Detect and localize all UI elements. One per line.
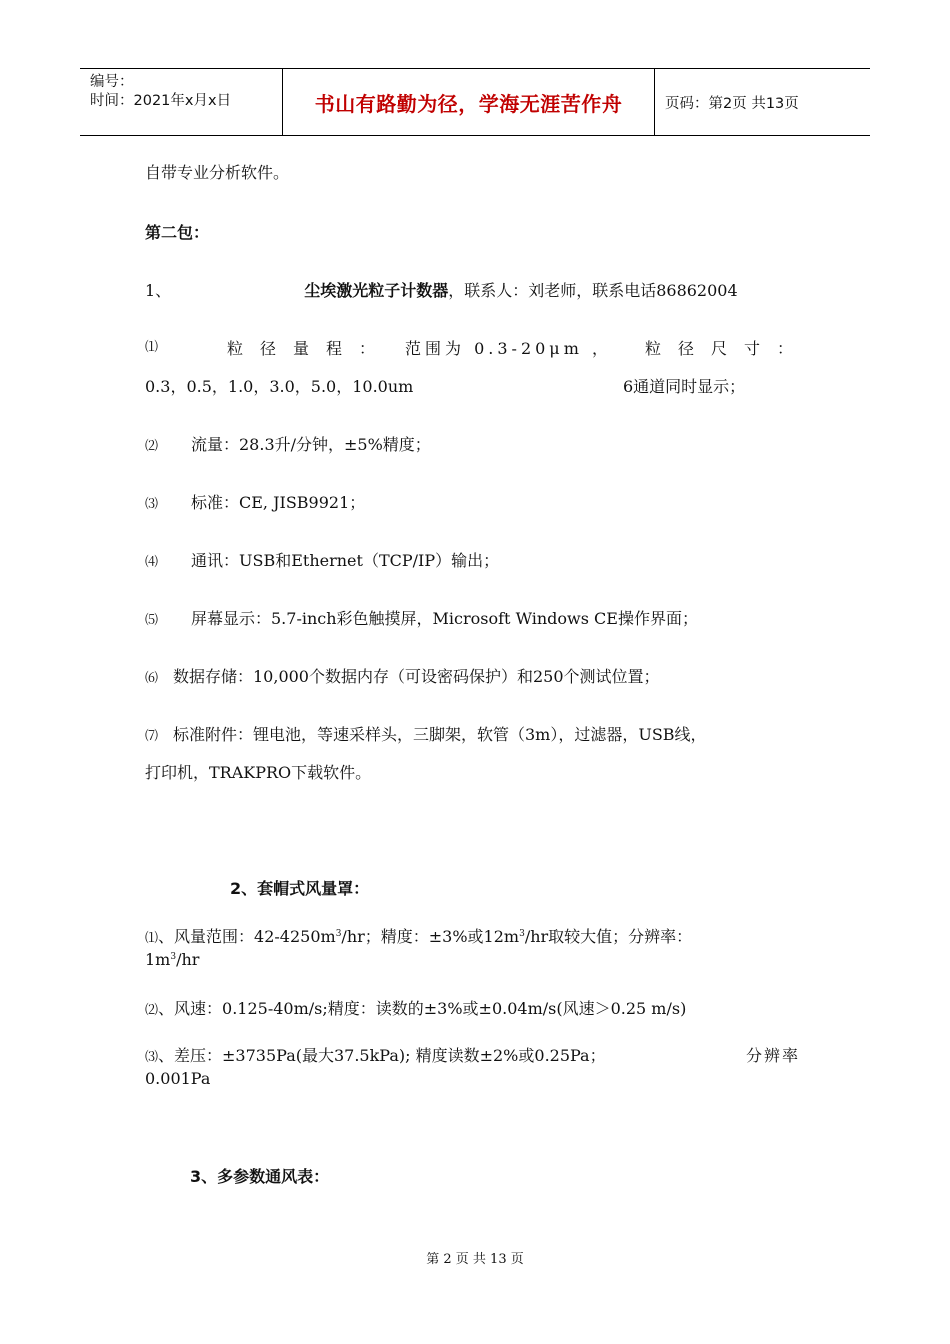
hood-spec-3 [145, 1043, 807, 1066]
section-heading-package-2: 第二包： [145, 223, 210, 242]
spec-standard: 标准：CE, JISB9921； [191, 493, 366, 512]
spec-line-1 [145, 336, 811, 358]
spec-storage: 数据存储：10,000个数据内存（可设密码保护）和250个测试位置； [173, 667, 660, 686]
spec-label-range: 粒径量程： [227, 339, 393, 358]
page-footer: 第 2 页 共 13 页 [426, 1252, 524, 1267]
spec-number: ⑹ [145, 671, 159, 686]
spec-number: ⑵ [145, 1003, 159, 1018]
contact-info: ，联系人：刘老师，联系电话86862004 [448, 281, 738, 300]
spec-number: ⑴ [145, 340, 159, 355]
hood-spec-3-cont: 0.001Pa [145, 1069, 211, 1088]
hood-pressure-resolution-label: 分辨率 [746, 1046, 801, 1065]
spec-line-2 [145, 432, 431, 455]
spec-label-size: 粒径尺寸： [645, 339, 811, 358]
spec-line-5 [145, 606, 698, 629]
spec-flow: 流量：28.3升/分钟，±5%精度； [191, 435, 431, 454]
spec-number: ⑸ [145, 613, 159, 628]
header-motto: 书山有路勤为径，学海无涯苦作舟 [314, 91, 623, 116]
product-name: 尘埃激光粒子计数器 [304, 281, 449, 300]
hood-resolution-label: /hr取较大值；分辨率： [524, 927, 693, 946]
item-number: 1、 [145, 281, 172, 300]
spec-size-values: 0.3，0.5，1.0，3.0，5.0，10.0um [145, 377, 414, 396]
hood-pressure: 、差压：±3735Pa(最大37.5kPa); 精度读数±2%或0.25Pa； [158, 1046, 606, 1065]
spec-number: ⑴ [145, 931, 159, 946]
document-date: 时间：2021年x月x日 [90, 93, 232, 109]
header-page-code: 页码：第2页 共13页 [665, 95, 799, 112]
spec-line-1-cont [145, 374, 805, 397]
spec-number: ⑵ [145, 439, 159, 454]
spec-line-6 [145, 664, 660, 687]
item-3-heading: 3、多参数通风表： [190, 1167, 330, 1186]
superscript: 3 [170, 952, 177, 962]
header-middle-cell [282, 69, 655, 135]
header-right-cell [655, 69, 870, 135]
hood-resolution-value: 1m [145, 950, 171, 969]
header-left-cell [80, 69, 282, 135]
spec-line-7-cont: 打印机，TRAKPRO下载软件。 [145, 763, 372, 782]
item-2-heading: 2、套帽式风量罩： [230, 879, 370, 898]
paragraph-software: 自带专业分析软件。 [145, 163, 290, 182]
spec-line-7 [145, 722, 707, 745]
spec-number: ⑺ [145, 729, 159, 744]
spec-range-value: 范围为 0.3-20μm ， [405, 339, 612, 358]
spec-number: ⑶ [145, 1050, 159, 1065]
spec-communication: 通讯：USB和Ethernet（TCP/IP）输出； [191, 551, 500, 570]
superscript: 3 [519, 929, 525, 939]
item-1-heading [145, 278, 738, 301]
spec-number: ⑷ [145, 555, 159, 570]
hood-velocity: 、风速：0.125-40m/s;精度：读数的±3%或±0.04m/s(风速＞0.25 m/s) [158, 999, 687, 1018]
spec-display: 屏幕显示：5.7-inch彩色触摸屏，Microsoft Windows CE操作界面； [191, 609, 698, 628]
hood-spec-1-cont [145, 950, 199, 969]
spec-number: ⑶ [145, 497, 159, 512]
superscript: 3 [335, 929, 342, 939]
hood-spec-2 [145, 996, 686, 1019]
spec-accessories: 标准附件：锂电池，等速采样头，三脚架，软管（3m），过滤器，USB线， [173, 725, 707, 744]
spec-channels: 6通道同时显示； [623, 377, 746, 396]
hood-spec-1 [145, 924, 692, 947]
document-number-label: 编号： [90, 74, 134, 90]
hood-resolution-unit: /hr [176, 950, 200, 969]
hood-accuracy: /hr；精度：±3%或12m [341, 927, 520, 946]
header-table [80, 68, 870, 136]
spec-line-4 [145, 548, 499, 571]
hood-airflow-range: 、风量范围：42-4250m [158, 927, 336, 946]
spec-line-3 [145, 490, 365, 513]
